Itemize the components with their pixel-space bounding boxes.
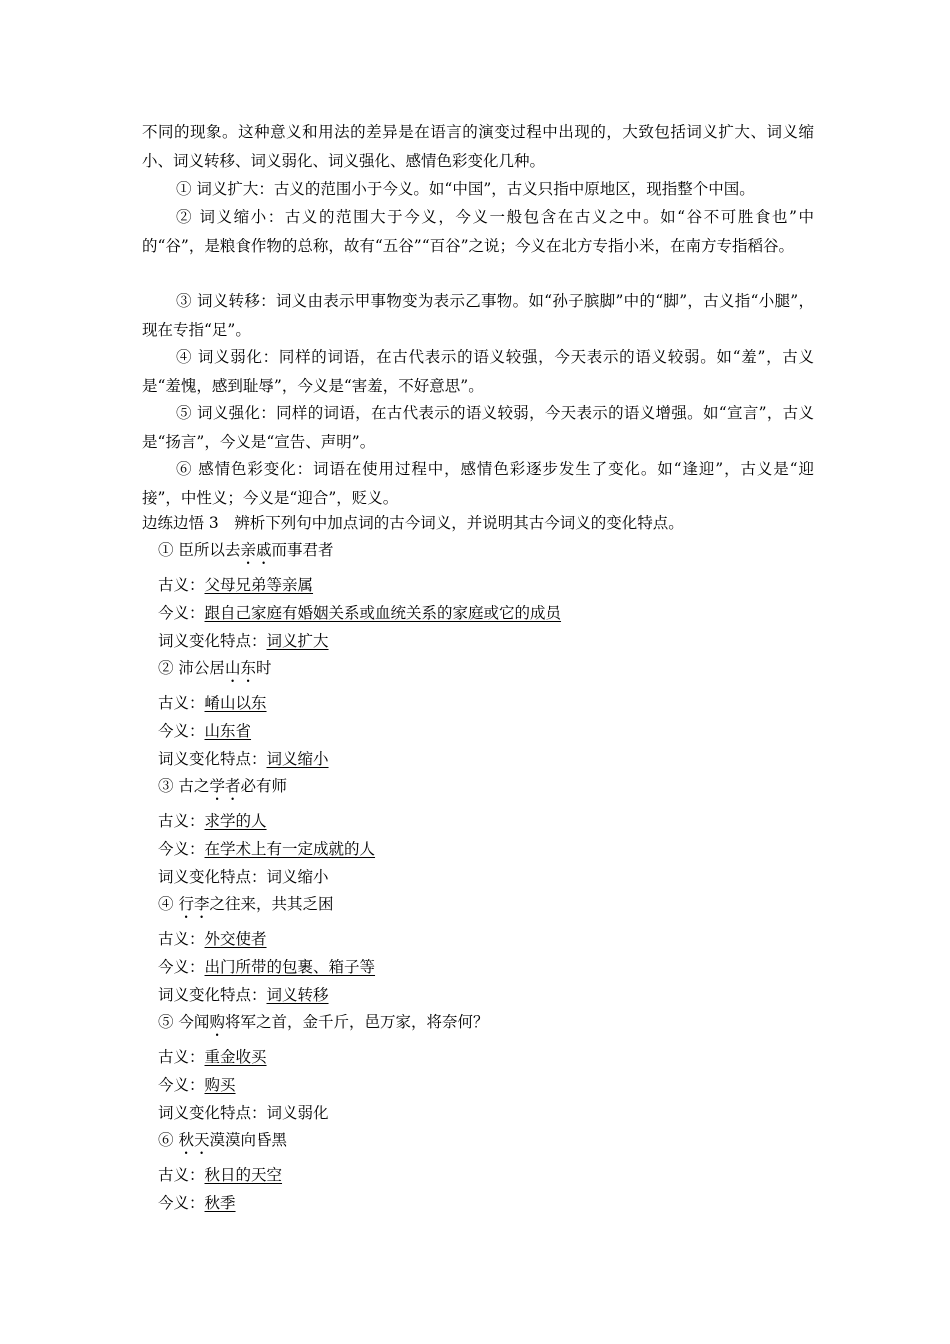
point-word-weakening: ④ 词义弱化：同样的词语，在古代表示的语义较强，今天表示的语义较弱。如“羞”，古义是“羞愧，感到耻辱”，今义是“害羞，不好意思”。 bbox=[142, 348, 814, 395]
ancient-label: 古义： bbox=[158, 812, 205, 830]
change-feature-4 bbox=[158, 984, 329, 1006]
answer-text: 重金收买 bbox=[204, 1048, 267, 1066]
answer-text: 词义缩小 bbox=[266, 750, 329, 768]
sentence-text: 之往来，共其乏困 bbox=[209, 895, 334, 913]
answer-text: 跟自己家庭有婚姻关系或血统关系的家庭或它的成员 bbox=[204, 604, 562, 622]
change-feature-2 bbox=[158, 748, 329, 770]
point-word-expansion: ① 词义扩大：古义的范围小于今义。如“中国”，古义只指中原地区，现指整个中国。 bbox=[176, 180, 755, 198]
modern-meaning-4 bbox=[158, 956, 375, 978]
dotted-word: 行李 bbox=[178, 895, 210, 913]
exercise-title: 边练边悟 3 辨析下列句中加点词的古今词义，并说明其古今词义的变化特点。 bbox=[142, 514, 684, 532]
ancient-label: 古义： bbox=[158, 930, 205, 948]
answer-text: 词义转移 bbox=[266, 986, 329, 1004]
change-feature-3 bbox=[158, 866, 329, 888]
feature-label: 词义变化特点： bbox=[158, 868, 267, 886]
sentence-text: ① 臣所以去 bbox=[158, 541, 241, 559]
ancient-label: 古义： bbox=[158, 1048, 205, 1066]
answer-text: 词义弱化 bbox=[266, 1104, 329, 1122]
modern-meaning-1 bbox=[158, 602, 561, 624]
sentence-text: ② 沛公居 bbox=[158, 659, 225, 677]
exercise-sentence-5 bbox=[158, 1011, 488, 1040]
answer-text: 词义扩大 bbox=[266, 632, 329, 650]
feature-label: 词义变化特点： bbox=[158, 1104, 267, 1122]
sentence-text: 必有师 bbox=[240, 777, 287, 795]
answer-text: 秋季 bbox=[204, 1194, 236, 1212]
answer-text: 求学的人 bbox=[204, 812, 267, 830]
point-emotional-color: ⑥ 感情色彩变化：词语在使用过程中，感情色彩逐步发生了变化。如“逢迎”，古义是“迎接”，中性义；今义是“迎合”，贬义。 bbox=[142, 460, 814, 507]
answer-text: 词义缩小 bbox=[266, 868, 329, 886]
point-word-strengthening: ⑤ 词义强化：同样的词语，在古代表示的语义较弱，今天表示的语义增强。如“宣言”，古义是“扬言”，今义是“宣告、声明”。 bbox=[142, 404, 814, 451]
answer-text: 在学术上有一定成就的人 bbox=[204, 840, 376, 858]
answer-text: 父母兄弟等亲属 bbox=[204, 576, 314, 594]
ancient-label: 古义： bbox=[158, 1166, 205, 1184]
feature-label: 词义变化特点： bbox=[158, 632, 267, 650]
feature-label: 词义变化特点： bbox=[158, 750, 267, 768]
modern-meaning-5 bbox=[158, 1074, 236, 1096]
ancient-meaning-5 bbox=[158, 1046, 267, 1068]
dotted-word: 亲戚 bbox=[240, 541, 272, 559]
modern-meaning-3 bbox=[158, 838, 375, 860]
ancient-label: 古义： bbox=[158, 576, 205, 594]
sentence-text: 将军之首，金千斤，邑万家，将奈何？ bbox=[224, 1013, 489, 1031]
answer-text: 崤山以东 bbox=[204, 694, 267, 712]
modern-label: 今义： bbox=[158, 1194, 205, 1212]
modern-label: 今义： bbox=[158, 840, 205, 858]
dotted-word: 购 bbox=[209, 1013, 225, 1031]
ancient-meaning-4 bbox=[158, 928, 267, 950]
ancient-label: 古义： bbox=[158, 694, 205, 712]
answer-text: 秋日的天空 bbox=[204, 1166, 283, 1184]
dotted-word: 学者 bbox=[209, 777, 241, 795]
answer-text: 山东省 bbox=[204, 722, 252, 740]
point-word-narrowing: ② 词义缩小：古义的范围大于今义，今义一般包含在古义之中。如“谷不可胜食也”中的“谷”，是粮食作物的总称，故有“五谷”“百谷”之说；今义在北方专指小米，在南方专指稻谷。 bbox=[142, 208, 814, 255]
answer-text: 购买 bbox=[204, 1076, 236, 1094]
sentence-text: ③ 古之 bbox=[158, 777, 210, 795]
change-feature-5 bbox=[158, 1102, 329, 1124]
exercise-sentence-1 bbox=[158, 539, 333, 568]
sentence-text: ⑥ bbox=[158, 1131, 179, 1149]
answer-text: 出门所带的包裹、箱子等 bbox=[204, 958, 376, 976]
sentence-text: 漠漠向昏黑 bbox=[209, 1131, 287, 1149]
exercise-sentence-3 bbox=[158, 775, 287, 804]
modern-label: 今义： bbox=[158, 604, 205, 622]
modern-label: 今义： bbox=[158, 958, 205, 976]
exercise-sentence-4 bbox=[158, 893, 333, 922]
change-feature-1 bbox=[158, 630, 329, 652]
modern-label: 今义： bbox=[158, 722, 205, 740]
exercise-sentence-6 bbox=[158, 1129, 287, 1158]
dotted-word: 秋天 bbox=[178, 1131, 210, 1149]
ancient-meaning-2 bbox=[158, 692, 267, 714]
ancient-meaning-1 bbox=[158, 574, 313, 596]
feature-label: 词义变化特点： bbox=[158, 986, 267, 1004]
sentence-text: ⑤ 今闻 bbox=[158, 1013, 210, 1031]
modern-meaning-2 bbox=[158, 720, 251, 742]
sentence-text: 而事君者 bbox=[271, 541, 334, 559]
ancient-meaning-3 bbox=[158, 810, 267, 832]
ancient-meaning-6 bbox=[158, 1164, 282, 1186]
point-word-shift: ③ 词义转移：词义由表示甲事物变为表示乙事物。如“孙子膑脚”中的“脚”，古义指“小腿”，现在专指“足”。 bbox=[142, 292, 814, 339]
intro-paragraph: 不同的现象。这种意义和用法的差异是在语言的演变过程中出现的，大致包括词义扩大、词义缩小、词义转移、词义弱化、词义强化、感情色彩变化几种。 bbox=[142, 123, 814, 170]
exercise-sentence-2 bbox=[158, 657, 271, 686]
sentence-text: ④ bbox=[158, 895, 179, 913]
dotted-word: 山东 bbox=[224, 659, 256, 677]
modern-meaning-6 bbox=[158, 1192, 236, 1214]
sentence-text: 时 bbox=[255, 659, 272, 677]
modern-label: 今义： bbox=[158, 1076, 205, 1094]
answer-text: 外交使者 bbox=[204, 930, 267, 948]
